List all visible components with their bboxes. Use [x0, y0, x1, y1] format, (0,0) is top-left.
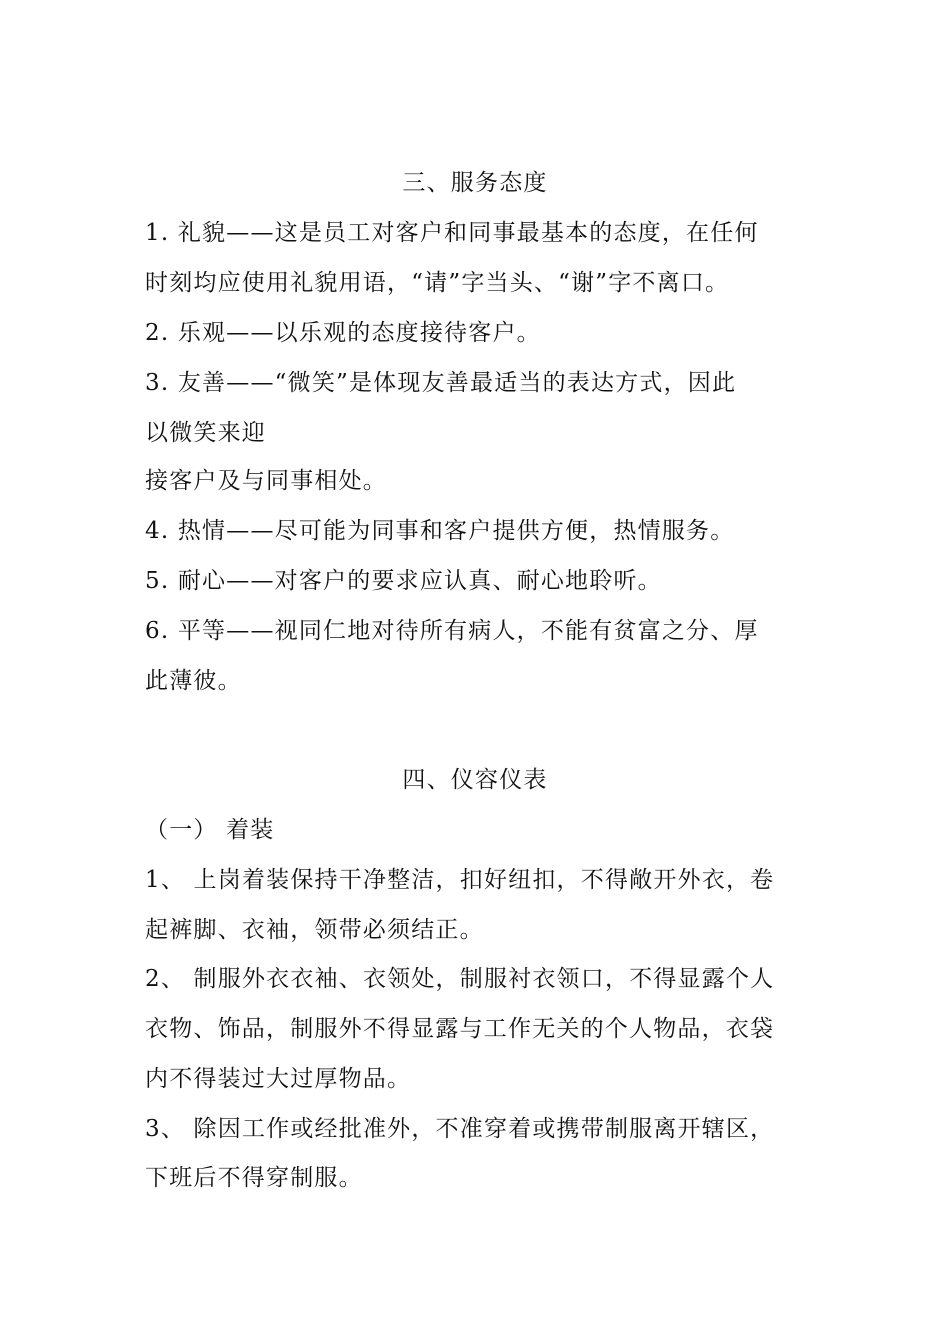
section-3-item-6-line-2: 此薄彼。 [145, 668, 242, 694]
section-4-item-1-line-1: 1、 上岗着装保持干净整洁，扣好纽扣，不得敞开外衣，卷 [145, 867, 775, 893]
section-3-item-6-line-1: 6. 平等——视同仁地对待所有病人，不能有贫富之分、厚 [145, 618, 759, 644]
section-4-item-1-line-2: 起裤脚、衣袖，领带必须结正。 [145, 917, 484, 943]
section-3-item-3-line-3: 接客户及与同事相处。 [145, 468, 387, 494]
section-4-item-3-line-2: 下班后不得穿制服。 [145, 1165, 363, 1191]
section-3-item-1-line-2: 时刻均应使用礼貌用语，“请”字当头、“谢”字不离口。 [145, 270, 730, 296]
section-4-title: 四、仪容仪表 [402, 767, 548, 793]
section-4-item-2-line-2: 衣物、饰品，制服外不得显露与工作无关的个人物品，衣袋 [145, 1016, 775, 1042]
section-3-item-5-line-1: 5. 耐心——对客户的要求应认真、耐心地聆听。 [145, 568, 662, 594]
section-4-item-2-line-3: 内不得装过大过厚物品。 [145, 1066, 412, 1092]
section-3-item-2-line-1: 2. 乐观——以乐观的态度接待客户。 [145, 320, 541, 346]
section-3-item-3-line-2: 以微笑来迎 [145, 420, 266, 446]
section-3-item-4-line-1: 4. 热情——尽可能为同事和客户提供方便，热情服务。 [145, 518, 735, 544]
section-3-item-1-line-1: 1. 礼貌——这是员工对客户和同事最基本的态度，在任何 [145, 220, 759, 246]
section-4-item-2-line-1: 2、 制服外衣衣袖、衣领处，制服衬衣领口，不得显露个人 [145, 966, 775, 992]
section-4-item-3-line-1: 3、 除因工作或经批准外，不准穿着或携带制服离开辖区， [145, 1116, 775, 1142]
section-4-subtitle: （一） 着装 [145, 817, 275, 843]
section-3-item-3-line-1: 3. 友善——“微笑”是体现友善最适当的表达方式，因此 [145, 370, 737, 396]
section-3-title: 三、服务态度 [402, 170, 548, 196]
